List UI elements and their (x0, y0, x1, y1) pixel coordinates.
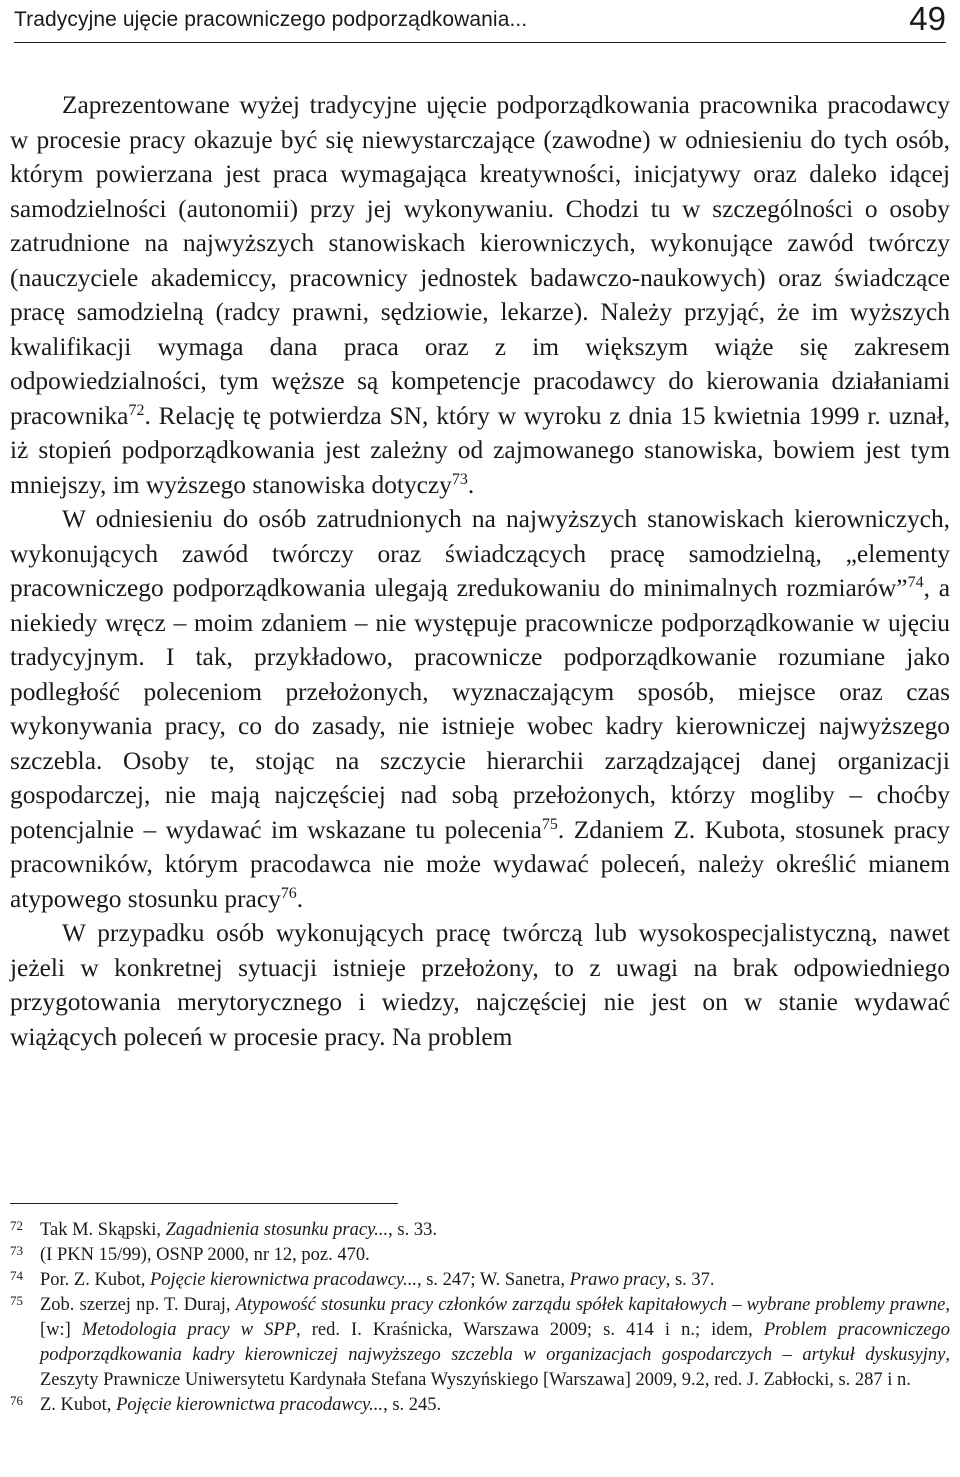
footnote-text: , s. 245. (383, 1395, 442, 1415)
footnote-title: Prawo pracy (569, 1270, 666, 1290)
footnote-text: , Zeszyty Prawnicze Uniwersytetu Kardynała Stefana Wyszyńskiego [Warszawa] 2009, 9.2, red. J. Zabłocki, s. 287 i n. (40, 1345, 950, 1390)
footnote-title: Pojęcie kierownictwa pracodawcy... (116, 1395, 384, 1415)
paragraph-1 (10, 88, 950, 502)
footnote-number: 76 (10, 1393, 23, 1408)
footnote-title: Metodologia pracy w SPP (81, 1320, 297, 1340)
footnote-ref-75: 75 (541, 815, 558, 833)
paragraph-2-part-d: . (296, 884, 304, 913)
footnote-title: Zagadnienia stosunku pracy... (165, 1220, 389, 1240)
footnote-title: Atypowość stosunku pracy członków zarządu spółek kapitałowych – wybrane problemy prawne (235, 1295, 946, 1315)
footnote-74 (10, 1268, 950, 1293)
footnote-ref-72: 72 (128, 401, 145, 419)
paragraph-2-part-a: W odniesieniu do osób zatrudnionych na najwyższych stanowiskach kierowniczych, wykonujących zawód twórczy oraz świadczących pracę samodzielną, „elementy pracowniczego podporządkowania ulegają zredukowaniu do minimalnych rozmiarów” (10, 505, 950, 602)
footnote-text: , s. 37. (665, 1270, 715, 1290)
footnote-text: Por. Z. Kubot, (40, 1270, 150, 1290)
running-header (14, 2, 946, 43)
running-title: Tradycyjne ujęcie pracowniczego podporządkowania... (14, 8, 528, 31)
footnote-separator (10, 1203, 398, 1204)
footnote-number: 72 (10, 1218, 23, 1233)
paragraph-2 (10, 502, 950, 916)
footnote-text: Z. Kubot, (40, 1395, 117, 1415)
footnote-72 (10, 1218, 950, 1243)
paragraph-2-part-b: , a niekiedy wręcz – moim zdaniem – nie występuje pracownicze podporządkowanie w ujęciu tradycyjnym. I tak, przykładowo, pracownicze podporządkowanie rozumiane jako podległość poleceniom przełożonych, wyznaczającym sposób, miejsce oraz czas wykonywania pracy, co do zasady, nie istnieje wobec kadry kierowniczej najwyższego szczebla. Osoby te, stojąc na szczycie hierarchii zarządzającej danej organizacji gospodarczej, nie mają najczęściej nad sobą przełożonych, którzy mogliby – choćby potencjalnie – wydawać im wskazane tu polecenia (10, 574, 951, 844)
footnote-title: Problem pracowniczego podporządkowania kadry kierowniczej najwyższego szczebla w organizacjach gospodarczych – artykuł dyskusyjny (40, 1320, 950, 1365)
footnote-ref-73: 73 (451, 470, 468, 488)
paragraph-3-text: W przypadku osób wykonujących pracę twórczą lub wysokospecjalistyczną, nawet jeżeli w konkretnej sytuacji istnieje przełożony, to z uwagi na brak odpowiedniego przygotowania merytorycznego i wiedzy, najczęściej nie jest on w stanie wydawać wiążących poleceń w procesie pracy. Na problem (10, 919, 950, 1051)
paragraph-2-part-c: . Zdaniem Z. Kubota, stosunek pracy pracowników, którym pracodawca nie może wydawać poleceń, należy określić mianem atypowego stosunku pracy (10, 815, 950, 913)
footnote-ref-74: 74 (907, 574, 924, 591)
page-number: 49 (909, 0, 946, 37)
footnote-75 (10, 1293, 950, 1393)
footnote-number: 75 (10, 1293, 23, 1308)
footnote-ref-76: 76 (280, 884, 297, 902)
footnote-number: 73 (10, 1243, 23, 1258)
paragraph-1-part-c: . (467, 470, 475, 499)
footnote-number: 74 (10, 1268, 23, 1283)
footnote-text: , s. 247; W. Sanetra, (416, 1270, 570, 1290)
paragraph-1-part-a: Zaprezentowane wyżej tradycyjne ujęcie podporządkowania pracownika pracodawcy w procesie pracy okazuje być się niewystarczające (zawodne) w odniesieniu do tych osób, którym powierzana jest praca wymagająca kreatywności, inicjatywy oraz daleko idącej samodzielności (autonomii) przy jej wykonywaniu. Chodzi tu w szczególności o osoby zatrudnione na najwyższych stanowiskach kierowniczych, wykonujące zawód twórczy (nauczyciele akademiccy, pracownicy jednostek badawczo-naukowych) oraz świadczące pracę samodzielną (radcy prawni, sędziowie, lekarze). Należy przyjąć, że im wyższych kwalifikacji wymaga dana praca oraz z im większym wiąże się zakresem odpowiedzialności, tym węższe są kompetencje pracodawcy do kierowania działaniami pracownika (10, 91, 950, 430)
footnote-text: , red. I. Kraśnicka, Warszawa 2009; s. 414 i n.; idem, (296, 1320, 764, 1340)
footnotes (10, 1218, 950, 1418)
footnote-73 (10, 1243, 950, 1268)
footnote-76 (10, 1393, 950, 1418)
footnote-text: , s. 33. (388, 1220, 437, 1240)
footnote-title: Pojęcie kierownictwa pracodawcy... (149, 1270, 417, 1290)
footnote-text: , [w:] (40, 1295, 950, 1340)
footnote-text: Tak M. Skąpski, (40, 1220, 166, 1240)
footnote-text: (I PKN 15/99), OSNP 2000, nr 12, poz. 470. (40, 1245, 370, 1265)
paragraph-3 (10, 916, 950, 1054)
footnote-text: Zob. szerzej np. T. Duraj, (40, 1295, 236, 1315)
paragraph-1-part-b: . Relację tę potwierdza SN, który w wyroku z dnia 15 kwietnia 1999 r. uznał, iż stopień podporządkowania jest zależny od zajmowanego stanowiska, bowiem jest tym mniejszy, im wyższego stanowiska dotyczy (10, 401, 950, 499)
main-text (10, 88, 950, 1054)
